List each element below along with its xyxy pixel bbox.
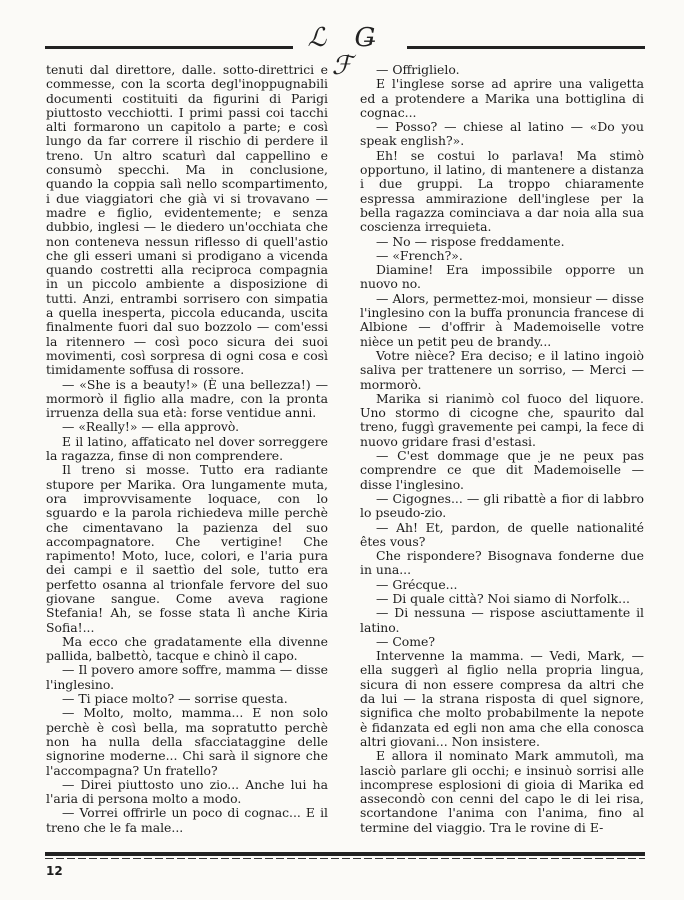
paragraph: — «French?». (376, 247, 463, 263)
paragraph: Eh! se costui lo parlava! Ma stimò opportuno, il latino, di mantenere a distanza i due gruppi. La troppo chiaramente espressa ammirazione dell'inglese per la bella ragazza cominciava a dar noia alla sua coscienza irrequieta. (360, 147, 644, 235)
footer-rule (45, 852, 645, 856)
paragraph: — Cigognes... — gli ribattè a fior di labbro lo pseudo-zio. (360, 490, 644, 521)
paragraph: — Grécque... (376, 576, 458, 592)
right-column (360, 63, 644, 835)
header-ornament: ℒ Ǥ ℱ (307, 23, 387, 81)
paragraph: Diamine! Era impossibile opporre un nuovo no. (360, 262, 644, 292)
paragraph: Che rispondere? Bisognava fonderne due in una... (360, 548, 644, 578)
paragraph: — Vorrei offrirle un poco di cognac... E il treno che le fa male... (46, 805, 328, 835)
paragraph: — Ah! Et, pardon, de quelle nationalité êtes vous? (360, 519, 644, 549)
paragraph: — No — rispose freddamente. (376, 233, 565, 249)
paragraph: E l'inglese sorse ad aprire una valigetta ed a protendere a Marika una bottiglina di cognac... (360, 76, 644, 120)
paragraph: — Molto, molto, mamma... E non solo perchè è così bella, ma sopratutto perchè non ha nulla della sfacciataggine delle signorine moderne... Chi sarà il signore che l'accompagna? Un fratello? (46, 705, 328, 778)
paragraph: Il treno si mosse. Tutto era radiante stupore per Marika. Ora lungamente muta, ora improvvisamente loquace, con lo sguardo e la parola richiedeva mille perchè che cimentavano la pazienza del suo accompagnatore. Che vertigine! Che rapimento! Moto, luce, colori, e l'aria pura dei campi e il saettìo del sole, tutto era perfetto osanna al trionfale fervore del suo giovane sangue. Come aveva ragione Stefania! Ah, se fosse stata lì anche Kiria Sofia!... (46, 462, 328, 635)
header-rule-right (407, 46, 645, 49)
left-column (46, 63, 328, 835)
footer-rule-dashed (45, 858, 645, 859)
paragraph: — C'est dommage que je ne peux pas comprendre ce que dit Mademoiselle — disse l'inglesino. (360, 448, 644, 492)
paragraph: Intervenne la mamma. — Vedi, Mark, — ella suggerì al figlio nella propria lingua, sicura di non essere compresa da altri che da lui — la strana risposta di quel signore, significa che molto probabilmente la nepote è fidanzata ed egli non ama che ella conosca altri giovani... Non insistere. (360, 648, 644, 749)
paragraph: — Ti piace molto? — sorrise questa. (62, 691, 288, 707)
paragraph: — Offriglielo. (376, 62, 460, 77)
paragraph: — Posso? — chiese al latino — «Do you speak english?». (360, 119, 644, 149)
page-number: 12 (46, 864, 63, 878)
paragraph: E il latino, affaticato nel dover sorreggere la ragazza, finse di non comprendere. (46, 433, 328, 464)
paragraph: — Di quale città? Noi siamo di Norfolk... (376, 590, 630, 606)
paragraph: Ma ecco che gradatamente ella divenne pallida, balbettò, tacque e chinò il capo. (46, 633, 328, 664)
header-rule-left (45, 46, 293, 49)
paragraph: Votre nièce? Era deciso; e il latino ingoiò saliva per trattenere un sorriso, — Merci — mormorò. (360, 347, 644, 392)
paragraph: — Di nessuna — rispose asciuttamente il latino. (360, 605, 644, 635)
paragraph: — «Really!» — ella approvò. (62, 419, 240, 435)
paragraph: — Come? (376, 633, 435, 649)
paragraph: — «She is a beauty!» (È una bellezza!) — mormorò il figlio alla madre, con la pronta irruenza della sua età: forse ventidue anni. (46, 376, 328, 421)
paragraph: — Alors, permettez-moi, monsieur — disse l'inglesino con la buffa pronuncia francese di Albione — d'offrir à Mademoiselle votre nièce un petit peu de brandy... (360, 290, 644, 349)
paragraph: Marika si rianimò col fuoco del liquore. Uno stormo di cicogne che, spaurito dal treno, fuggì gravemente pei campi, la fece di nuovo gridare frasi d'estasi. (360, 390, 644, 449)
paragraph: E allora il nominato Mark ammutolì, ma lasciò parlare gli occhi; e insinuò sorrisi alle incomprese esplosioni di gioia di Marika ed assecondò con cenni del capo le di lei risa, scortandone l'anima con l'anima, fino al termine del viaggio. Tra le rovine di E- (360, 748, 644, 835)
paragraph: tenuti dal direttore, dalle. sotto-direttrici e commesse, con la scorta degl'inoppugnabili documenti costituiti da figurini di Parigi piuttosto vecchiotti. I primi passi coi tacchi alti formarono un capitolo a parte; e così lungo da far correre il rischio di perdere il treno. Un altro scaturì dal cappellino e consumò specchi. Ma in conclusione, quando la coppia salì nello scompartimento, i due viaggiatori che già vi si trovavano — madre e figlio, evidentemente; e senza dubbio, inglesi — le diedero un'occhiata che non conteneva nessun riflesso di quell'astio che gli esseri umani si prodigano a vicenda quando costretti alla reciproca compagnia in un piccolo ambiente a disposizione di tutti. Anzi, entrambi sorrisero con simpatia a quella inesperta, piccola educanda, uscita finalmente fuori dal suo bozzolo — com'essi la ritennero — così poco sicura dei suoi movimenti, così sorpresa di ogni cosa e così timidamente soffusa di rossore. (46, 62, 328, 378)
paragraph: — Direi piuttosto uno zio... Anche lui ha l'aria di persona molto a modo. (46, 776, 328, 807)
paragraph: — Il povero amore soffre, mamma — disse l'inglesino. (46, 662, 328, 692)
